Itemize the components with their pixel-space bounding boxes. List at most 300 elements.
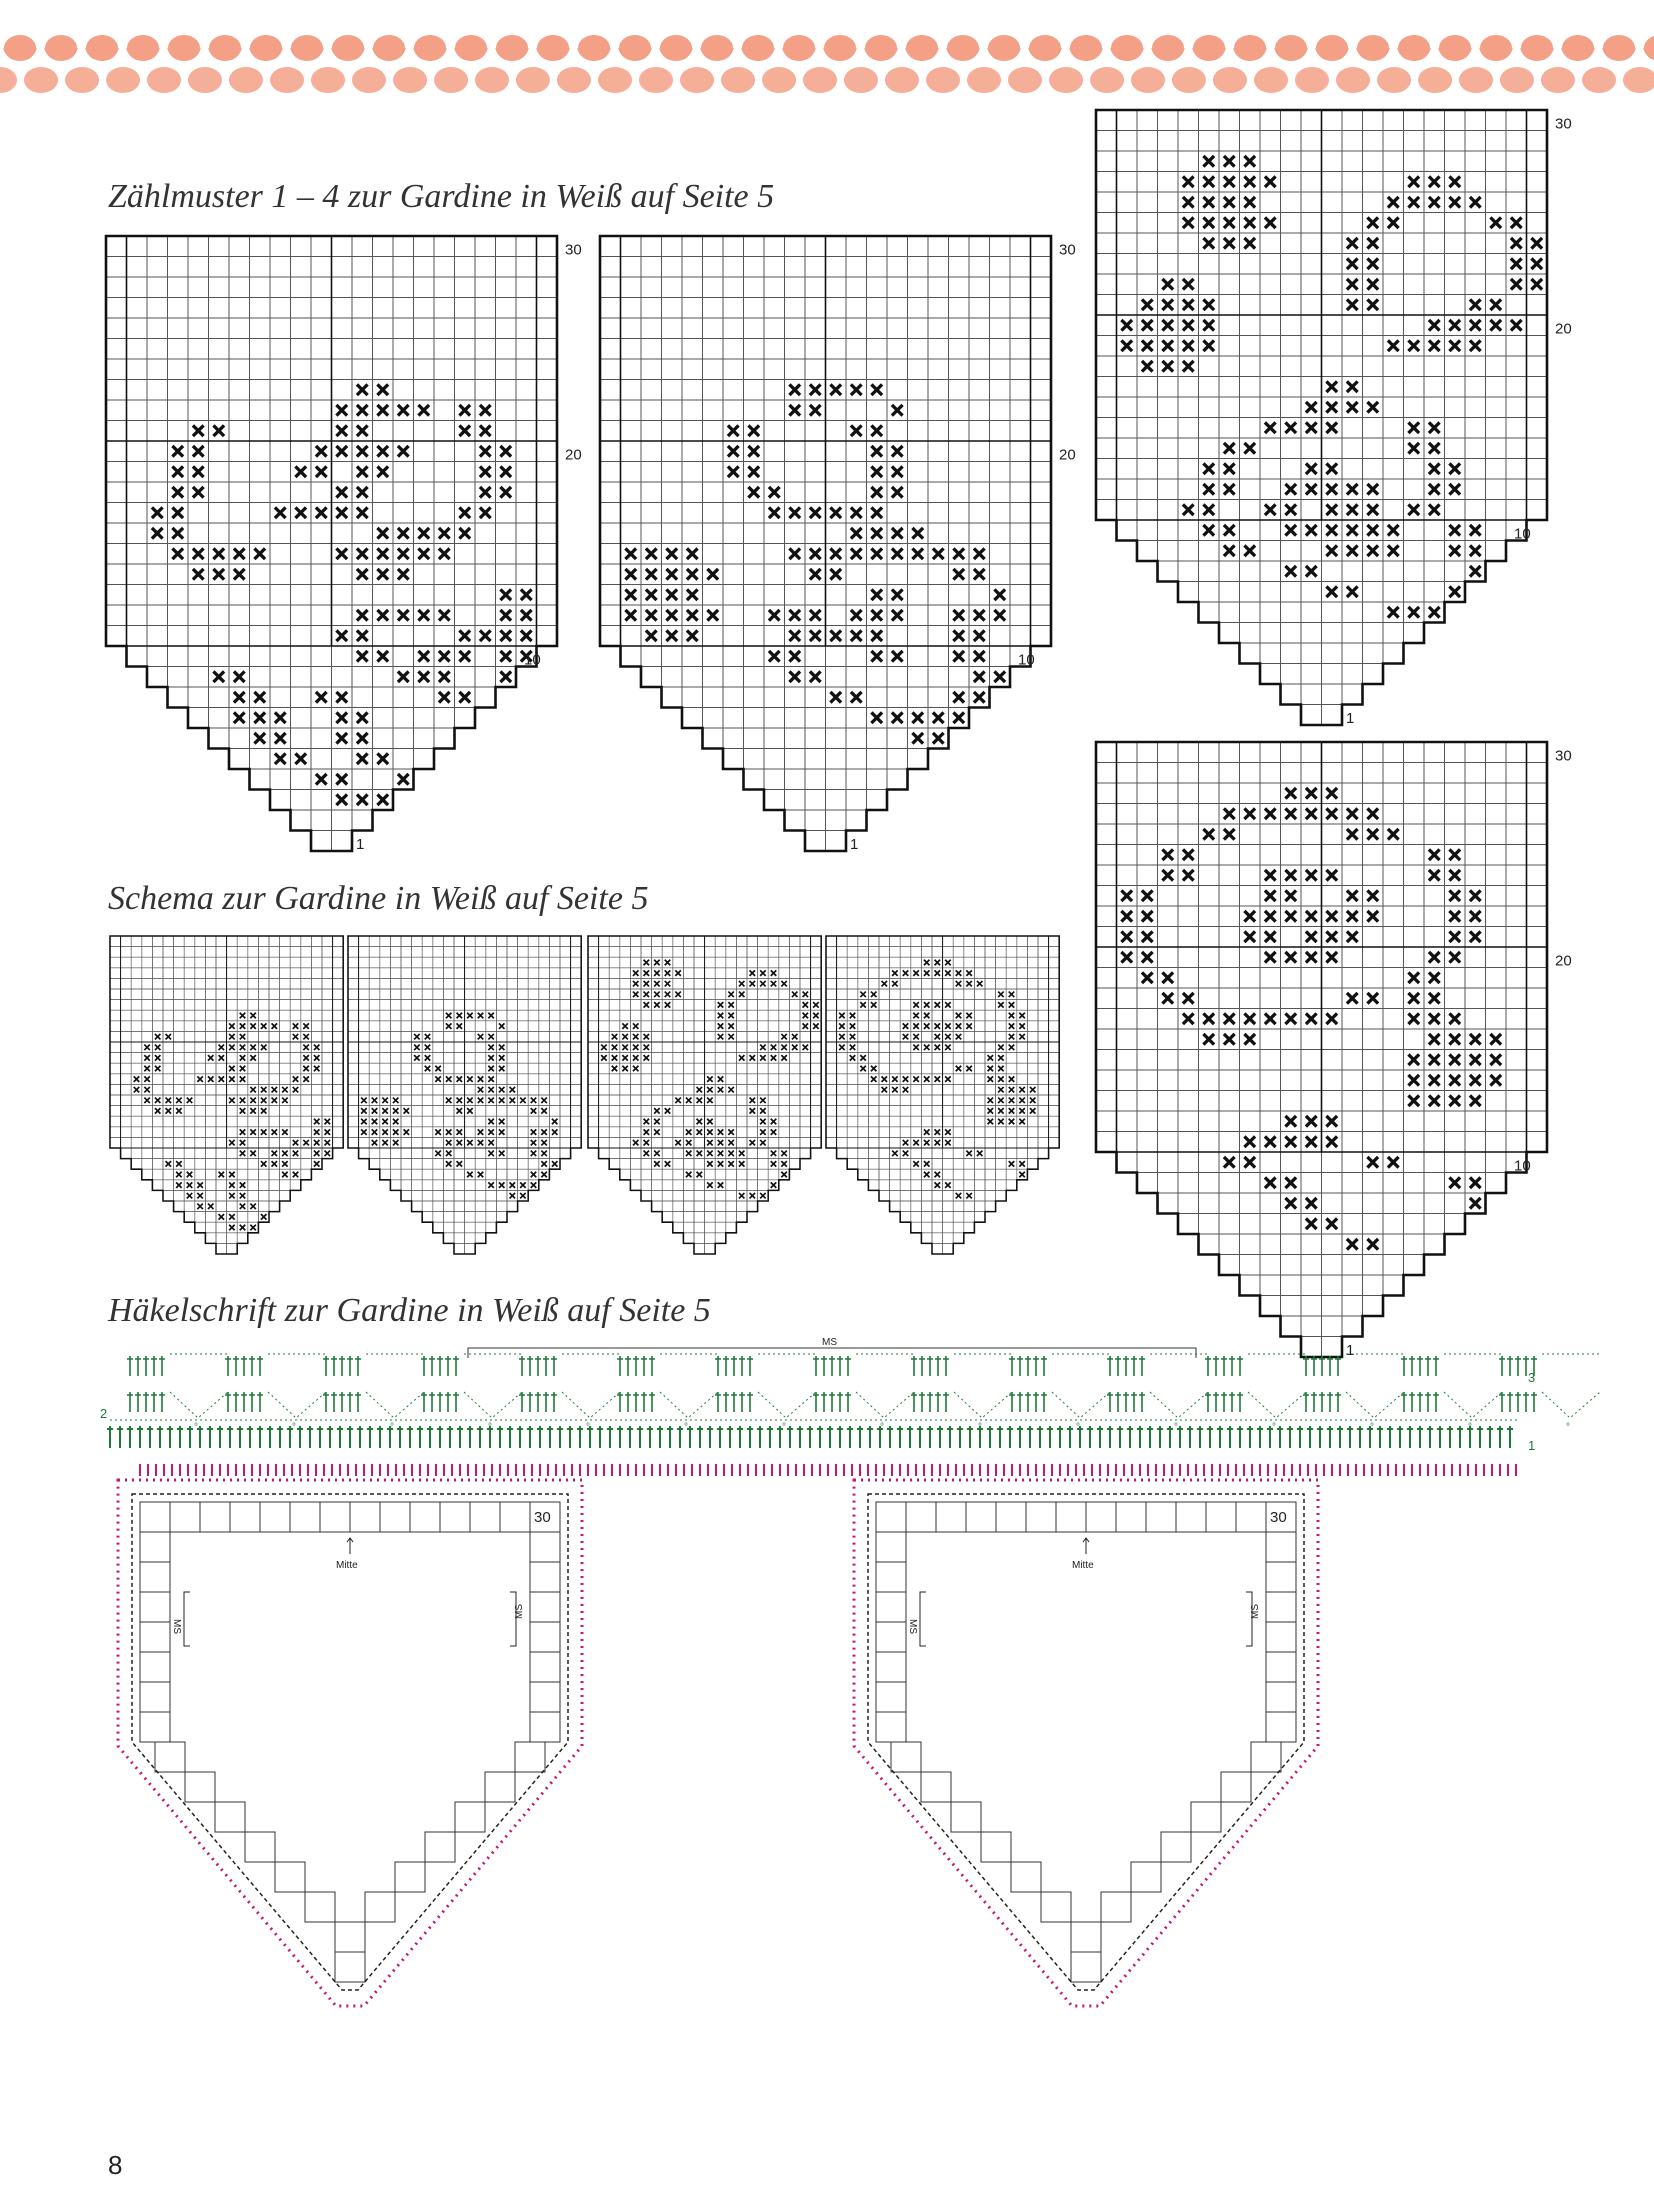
filled-cross [229, 1140, 235, 1146]
filled-cross [357, 712, 368, 723]
filled-cross [903, 1151, 909, 1157]
filled-cross [1326, 931, 1337, 942]
filled-cross [728, 446, 739, 457]
filled-cross [293, 1151, 299, 1157]
filled-cross [644, 1055, 650, 1061]
filled-cross [789, 384, 800, 395]
filled-cross [750, 1098, 756, 1104]
filled-cross [1224, 525, 1235, 536]
filled-cross [240, 1055, 246, 1061]
filled-cross [229, 1193, 235, 1199]
filled-cross [633, 1023, 639, 1029]
filled-cross [541, 1098, 547, 1104]
filled-cross [769, 487, 780, 498]
filled-cross [357, 446, 368, 457]
filled-cross [1388, 340, 1399, 351]
filled-cross [1224, 545, 1235, 556]
filled-cross [1121, 340, 1132, 351]
filled-cross [851, 384, 862, 395]
filled-cross [439, 528, 450, 539]
filled-cross [418, 671, 429, 682]
filled-cross [172, 507, 183, 518]
filled-cross [240, 1182, 246, 1188]
filled-cross [666, 548, 677, 559]
filled-cross [1429, 849, 1440, 860]
filled-cross [229, 1182, 235, 1188]
filled-cross [303, 1055, 309, 1061]
filled-cross [998, 992, 1004, 998]
filled-cross [830, 507, 841, 518]
filled-cross [1203, 217, 1214, 228]
filled-cross [500, 630, 511, 641]
filled-cross [144, 1087, 150, 1093]
filled-cross [303, 1034, 309, 1040]
filled-cross [789, 405, 800, 416]
filled-cross [1244, 911, 1255, 922]
filled-cross [739, 1151, 745, 1157]
filled-cross [633, 992, 639, 998]
filled-cross [1285, 890, 1296, 901]
filled-cross [531, 1129, 537, 1135]
filled-cross [1224, 808, 1235, 819]
filled-cross [1244, 156, 1255, 167]
filled-cross [1265, 422, 1276, 433]
filled-cross [282, 1172, 288, 1178]
filled-cross [1121, 952, 1132, 963]
filled-cross [499, 1098, 505, 1104]
filled-cross [372, 1140, 378, 1146]
filled-cross [892, 712, 903, 723]
filled-cross [675, 970, 681, 976]
filled-cross [478, 1140, 484, 1146]
filled-cross [208, 1204, 214, 1210]
filled-cross [1367, 299, 1378, 310]
filled-cross [913, 1002, 919, 1008]
filled-cross [229, 1214, 235, 1220]
filled-cross [295, 466, 306, 477]
filled-cross [644, 981, 650, 987]
filled-cross [697, 1098, 703, 1104]
filled-cross [478, 1076, 484, 1082]
filled-cross [1449, 1054, 1460, 1065]
filled-cross [974, 651, 985, 662]
filled-cross [728, 1002, 734, 1008]
filled-cross [1326, 1218, 1337, 1229]
filled-cross [924, 1045, 930, 1051]
filled-cross [1449, 952, 1460, 963]
filled-cross [924, 1076, 930, 1082]
filled-cross [1470, 340, 1481, 351]
filled-cross [718, 1140, 724, 1146]
filled-cross [372, 1129, 378, 1135]
filled-cross [488, 1066, 494, 1072]
filled-cross [1511, 258, 1522, 269]
filled-cross [155, 1034, 161, 1040]
filled-cross [1244, 545, 1255, 556]
filled-cross [425, 1034, 431, 1040]
filled-cross [830, 692, 841, 703]
filled-cross [240, 1151, 246, 1157]
filled-cross [1224, 197, 1235, 208]
stitch-row-label-2: 2 [100, 1406, 108, 1421]
filled-cross [229, 1172, 235, 1178]
filled-cross [1142, 299, 1153, 310]
filled-cross [418, 528, 429, 539]
stitch-row-label-3: 3 [1528, 1370, 1536, 1385]
filled-cross [1326, 463, 1337, 474]
filled-cross [892, 446, 903, 457]
filled-cross [1224, 484, 1235, 495]
filled-cross [718, 1023, 724, 1029]
filled-cross [994, 589, 1005, 600]
filled-cross [913, 1013, 919, 1019]
filled-cross [377, 548, 388, 559]
filled-cross [166, 1108, 172, 1114]
filled-cross [1531, 258, 1542, 269]
filled-cross [935, 1140, 941, 1146]
filled-cross [1306, 1136, 1317, 1147]
filled-cross [913, 1023, 919, 1029]
row-label-30: 30 [1555, 115, 1572, 133]
filled-cross [418, 405, 429, 416]
filled-cross [1326, 1116, 1337, 1127]
filled-cross [425, 1045, 431, 1051]
filled-cross [871, 425, 882, 436]
filled-cross [1183, 870, 1194, 881]
filled-cross [500, 466, 511, 477]
filled-cross [254, 548, 265, 559]
filled-cross [1449, 931, 1460, 942]
filled-cross [541, 1140, 547, 1146]
filled-cross [892, 1087, 898, 1093]
filled-cross [1306, 808, 1317, 819]
filled-cross [1449, 1075, 1460, 1086]
filled-cross [172, 446, 183, 457]
filled-cross [357, 384, 368, 395]
filled-cross [1470, 566, 1481, 577]
filled-cross [1142, 320, 1153, 331]
filled-cross [480, 466, 491, 477]
filled-cross [988, 1098, 994, 1104]
filled-cross [1347, 808, 1358, 819]
filled-cross [789, 671, 800, 682]
filled-cross [303, 1045, 309, 1051]
filled-cross [1429, 1095, 1440, 1106]
filled-cross [488, 1034, 494, 1040]
filled-cross [953, 712, 964, 723]
filled-cross [1326, 788, 1337, 799]
filled-cross [1224, 443, 1235, 454]
filled-cross [760, 981, 766, 987]
filled-cross [633, 1140, 639, 1146]
filled-cross [924, 970, 930, 976]
filled-cross [1183, 340, 1194, 351]
filled-cross [781, 1045, 787, 1051]
filled-cross [295, 753, 306, 764]
filled-cross [1203, 320, 1214, 331]
filled-cross [325, 1129, 331, 1135]
filled-cross [1429, 320, 1440, 331]
filled-cross [871, 1066, 877, 1072]
filled-cross [998, 1119, 1004, 1125]
filled-cross [1367, 279, 1378, 290]
filled-cross [966, 1013, 972, 1019]
filled-cross [1326, 870, 1337, 881]
filled-cross [1019, 1098, 1025, 1104]
filled-cross [871, 992, 877, 998]
filled-cross [935, 960, 941, 966]
filled-cross [446, 1151, 452, 1157]
filled-cross [1347, 931, 1358, 942]
filled-cross [974, 569, 985, 580]
filled-cross [250, 1055, 256, 1061]
filled-cross [499, 1066, 505, 1072]
filled-cross [1490, 320, 1501, 331]
filled-cross [1265, 870, 1276, 881]
filled-cross [728, 1161, 734, 1167]
filled-cross [850, 1023, 856, 1029]
filled-cross [933, 712, 944, 723]
filled-cross [1306, 566, 1317, 577]
filled-cross [654, 1119, 660, 1125]
filled-cross [478, 1172, 484, 1178]
filled-cross [250, 1087, 256, 1093]
filled-cross [1285, 808, 1296, 819]
filled-cross [1449, 1095, 1460, 1106]
filled-cross [1429, 504, 1440, 515]
filled-cross [707, 1151, 713, 1157]
filled-cross [687, 569, 698, 580]
filled-cross [1449, 484, 1460, 495]
filled-cross [633, 1045, 639, 1051]
filled-cross [435, 1129, 441, 1135]
filled-cross [1429, 1054, 1440, 1065]
filled-cross [357, 794, 368, 805]
filled-cross [924, 960, 930, 966]
filled-cross [1429, 484, 1440, 495]
filled-cross [966, 1193, 972, 1199]
filled-cross [261, 1161, 267, 1167]
filled-cross [1367, 1239, 1378, 1250]
filled-cross [325, 1140, 331, 1146]
filled-cross [892, 548, 903, 559]
filled-cross [622, 1055, 628, 1061]
filled-cross [707, 1119, 713, 1125]
filled-cross [771, 1161, 777, 1167]
filled-cross [945, 1023, 951, 1029]
filled-cross [644, 992, 650, 998]
filled-cross [377, 405, 388, 416]
filled-cross [187, 1098, 193, 1104]
filled-cross [913, 1076, 919, 1082]
filled-cross [935, 1129, 941, 1135]
filled-cross [1224, 238, 1235, 249]
filled-cross [728, 1013, 734, 1019]
filled-cross [1408, 1054, 1419, 1065]
filled-cross [234, 671, 245, 682]
filled-cross [813, 1023, 819, 1029]
filled-cross [254, 692, 265, 703]
row-label-1: 1 [356, 835, 365, 853]
filled-cross [739, 981, 745, 987]
filled-cross [1470, 525, 1481, 536]
filled-cross [974, 610, 985, 621]
filled-cross [771, 1045, 777, 1051]
filled-cross [654, 1129, 660, 1135]
filled-cross [261, 1023, 267, 1029]
filled-cross [187, 1172, 193, 1178]
filled-cross [1429, 1034, 1440, 1045]
filled-cross [398, 405, 409, 416]
filled-cross [1490, 1034, 1501, 1045]
filled-cross [1449, 1013, 1460, 1024]
filled-cross [850, 1013, 856, 1019]
filled-cross [707, 610, 718, 621]
filled-cross [510, 1098, 516, 1104]
filled-cross [488, 1098, 494, 1104]
filled-cross [1449, 463, 1460, 474]
filled-cross [1429, 1075, 1440, 1086]
filled-cross [552, 1161, 558, 1167]
filled-cross [892, 651, 903, 662]
filled-cross [229, 1045, 235, 1051]
row-label-30: 30 [1555, 747, 1572, 765]
filled-cross [250, 1098, 256, 1104]
filled-cross [966, 981, 972, 987]
filled-cross [646, 610, 657, 621]
filled-cross [924, 1002, 930, 1008]
filled-cross [1203, 340, 1214, 351]
filled-cross [781, 1161, 787, 1167]
filled-cross [1019, 1087, 1025, 1093]
filled-cross [728, 1140, 734, 1146]
filled-cross [1244, 931, 1255, 942]
filled-cross [1449, 1034, 1460, 1045]
filled-cross [361, 1108, 367, 1114]
filled-cross [1449, 545, 1460, 556]
filled-cross [316, 446, 327, 457]
filled-cross [903, 1076, 909, 1082]
filled-cross [219, 1055, 225, 1061]
filled-cross [393, 1108, 399, 1114]
filled-cross [1326, 1013, 1337, 1024]
filled-cross [446, 1161, 452, 1167]
filled-cross [377, 384, 388, 395]
filled-cross [377, 528, 388, 539]
filled-cross [1429, 952, 1440, 963]
filled-cross [499, 1151, 505, 1157]
filled-cross [654, 1161, 660, 1167]
schema-mini-2 [346, 934, 586, 1264]
filled-cross [316, 692, 327, 703]
filled-cross [480, 405, 491, 416]
filled-cross [771, 1129, 777, 1135]
filled-cross [261, 1214, 267, 1220]
filled-cross [728, 1034, 734, 1040]
filled-cross [240, 1108, 246, 1114]
filled-cross [871, 712, 882, 723]
filled-cross [945, 1034, 951, 1040]
filled-cross [250, 1204, 256, 1210]
filled-cross [404, 1108, 410, 1114]
filled-cross [1244, 1157, 1255, 1168]
filled-cross [193, 425, 204, 436]
filled-cross [361, 1129, 367, 1135]
filled-cross [176, 1172, 182, 1178]
filled-cross [152, 507, 163, 518]
filled-cross [789, 507, 800, 518]
filled-cross [531, 1108, 537, 1114]
filled-cross [953, 630, 964, 641]
filled-cross [488, 1129, 494, 1135]
filled-cross [488, 1055, 494, 1061]
filled-cross [612, 1045, 618, 1051]
filled-cross [357, 610, 368, 621]
filled-cross [956, 970, 962, 976]
filled-cross [1470, 1095, 1481, 1106]
filled-cross [261, 1087, 267, 1093]
filled-cross [1408, 422, 1419, 433]
filled-cross [552, 1129, 558, 1135]
filled-cross [675, 1098, 681, 1104]
filled-cross [414, 1055, 420, 1061]
filled-cross [520, 1182, 526, 1188]
filled-cross [728, 1087, 734, 1093]
filled-cross [882, 1076, 888, 1082]
filled-cross [1347, 545, 1358, 556]
filled-cross [1244, 1034, 1255, 1045]
filled-cross [393, 1140, 399, 1146]
filled-cross [612, 1066, 618, 1072]
filled-cross [520, 1193, 526, 1199]
filled-cross [871, 651, 882, 662]
filled-cross [1367, 829, 1378, 840]
filled-cross [1408, 607, 1419, 618]
filled-cross [357, 753, 368, 764]
filled-cross [760, 1140, 766, 1146]
filled-cross [398, 610, 409, 621]
filled-cross [1326, 504, 1337, 515]
filled-cross [488, 1140, 494, 1146]
filled-cross [293, 1140, 299, 1146]
filled-cross [1142, 361, 1153, 372]
filled-cross [646, 569, 657, 580]
filled-cross [622, 1045, 628, 1051]
filled-cross [633, 970, 639, 976]
filled-cross [336, 405, 347, 416]
filled-cross [871, 1076, 877, 1082]
filled-cross [166, 1034, 172, 1040]
filled-cross [748, 425, 759, 436]
filled-cross [933, 733, 944, 744]
filled-cross [377, 569, 388, 580]
filled-cross [750, 1140, 756, 1146]
filled-cross [771, 1182, 777, 1188]
filled-cross [372, 1119, 378, 1125]
filled-cross [541, 1129, 547, 1135]
filled-cross [697, 1151, 703, 1157]
filled-cross [134, 1087, 140, 1093]
filled-cross [633, 1066, 639, 1072]
filled-cross [871, 507, 882, 518]
filled-cross [739, 992, 745, 998]
filled-cross [665, 981, 671, 987]
filled-cross [728, 1151, 734, 1157]
filled-cross [1285, 484, 1296, 495]
filled-cross [1306, 911, 1317, 922]
filled-cross [601, 1055, 607, 1061]
filled-cross [839, 1023, 845, 1029]
